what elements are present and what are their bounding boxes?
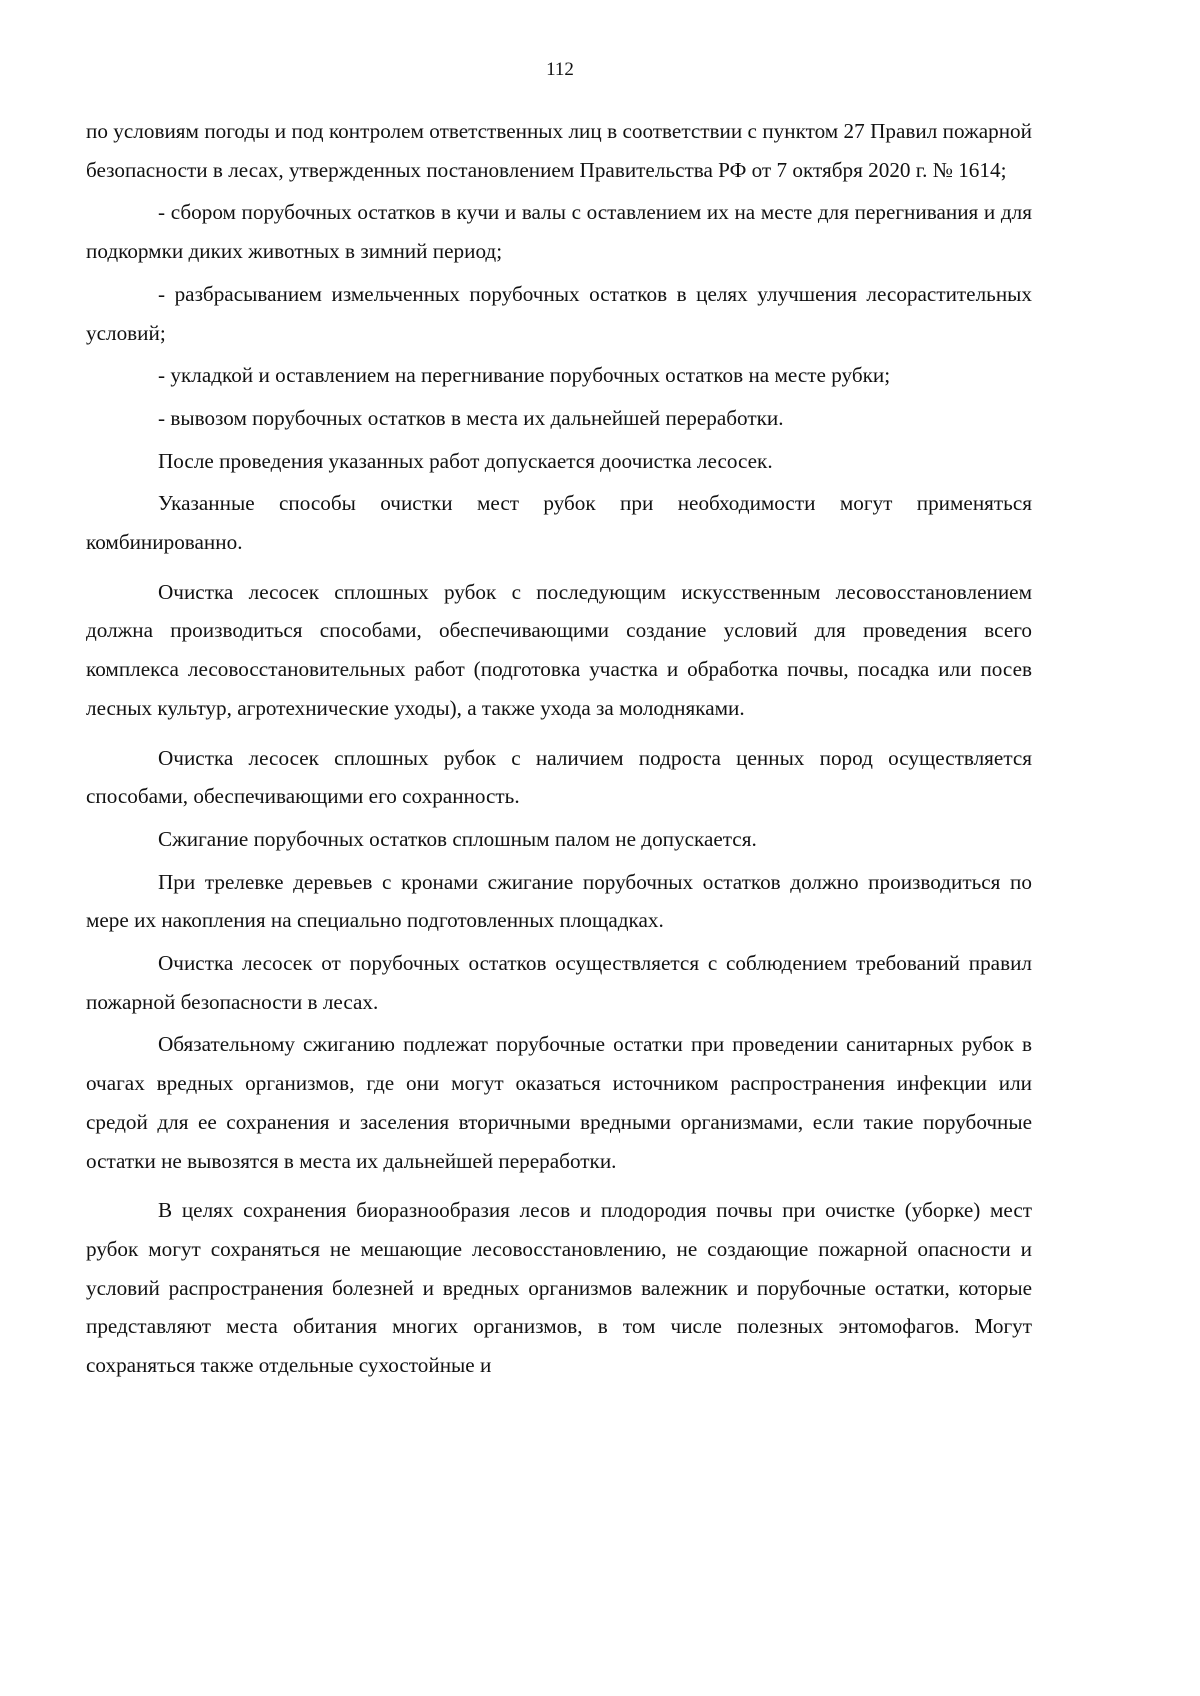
paragraph-additional-cleaning: После проведения указанных работ допускается доочистка лесосек. <box>158 448 773 473</box>
paragraph-continuation: по условиям погоды и под контролем ответственных лиц в соответствии с пунктом 27 Правил пожарной безопасности в лесах, утвержденных постановлением Правительства РФ от 7 октября 2020 г. № 1614; <box>86 119 1032 182</box>
paragraph-undergrowth: Очистка лесосек сплошных рубок с наличием подроста ценных пород осуществляется способами, обеспечивающими его сохранность. <box>86 745 1032 809</box>
list-item-laying: - укладкой и оставлением на перегнивание порубочных остатков на месте рубки; <box>158 363 891 388</box>
list-item-scattering: - разбрасыванием измельченных порубочных остатков в целях улучшения лесорастительных условий; <box>86 281 1032 345</box>
paragraph-mandatory-burning: Обязательному сжиганию подлежат порубочные остатки при проведении санитарных рубок в очагах вредных организмов, где они могут оказаться источником распространения инфекции или средой для ее сохранения и заселения вторичными вредными организмами, если такие порубочные остатки не вывозятся в места их дальнейшей переработки. <box>86 1032 1032 1173</box>
paragraph-combined-methods: Указанные способы очистки мест рубок при необходимости могут применяться комбинированно. <box>86 491 1032 555</box>
paragraph-artificial-reforestation: Очистка лесосек сплошных рубок с последующим искусственным лесовосстановлением должна производиться способами, обеспечивающими создание условий для проведения всего комплекса лесовосстановительных работ (подготовка участка и обработка почвы, посадка или посев лесных культур, агротехнические уходы), а также ухода за молодняками. <box>86 579 1032 720</box>
list-item-piles: - сбором порубочных остатков в кучи и валы с оставлением их на месте для перегнивания и для подкормки диких животных в зимний период; <box>86 200 1032 264</box>
paragraph-biodiversity: В целях сохранения биоразнообразия лесов и плодородия почвы при очистке (уборке) мест рубок могут сохраняться не мешающие лесовосстановлению, не создающие пожарной опасности и условий распространения болезней и вредных организмов валежник и порубочные остатки, которые представляют места обитания многих организмов, в том числе полезных энтомофагов. Могут сохраняться также отдельные сухостойные и <box>86 1198 1032 1378</box>
page-number: 112 <box>546 59 574 80</box>
paragraph-fire-safety: Очистка лесосек от порубочных остатков осуществляется с соблюдением требований правил пожарной безопасности в лесах. <box>86 951 1032 1014</box>
paragraph-no-burning: Сжигание порубочных остатков сплошным палом не допускается. <box>158 826 757 851</box>
paragraph-skidding: При трелевке деревьев с кронами сжигание порубочных остатков должно производиться по мере их накопления на специально подготовленных площадках. <box>86 869 1032 933</box>
document-body <box>86 112 1032 1389</box>
list-item-removal: - вывозом порубочных остатков в места их дальнейшей переработки. <box>158 405 784 430</box>
